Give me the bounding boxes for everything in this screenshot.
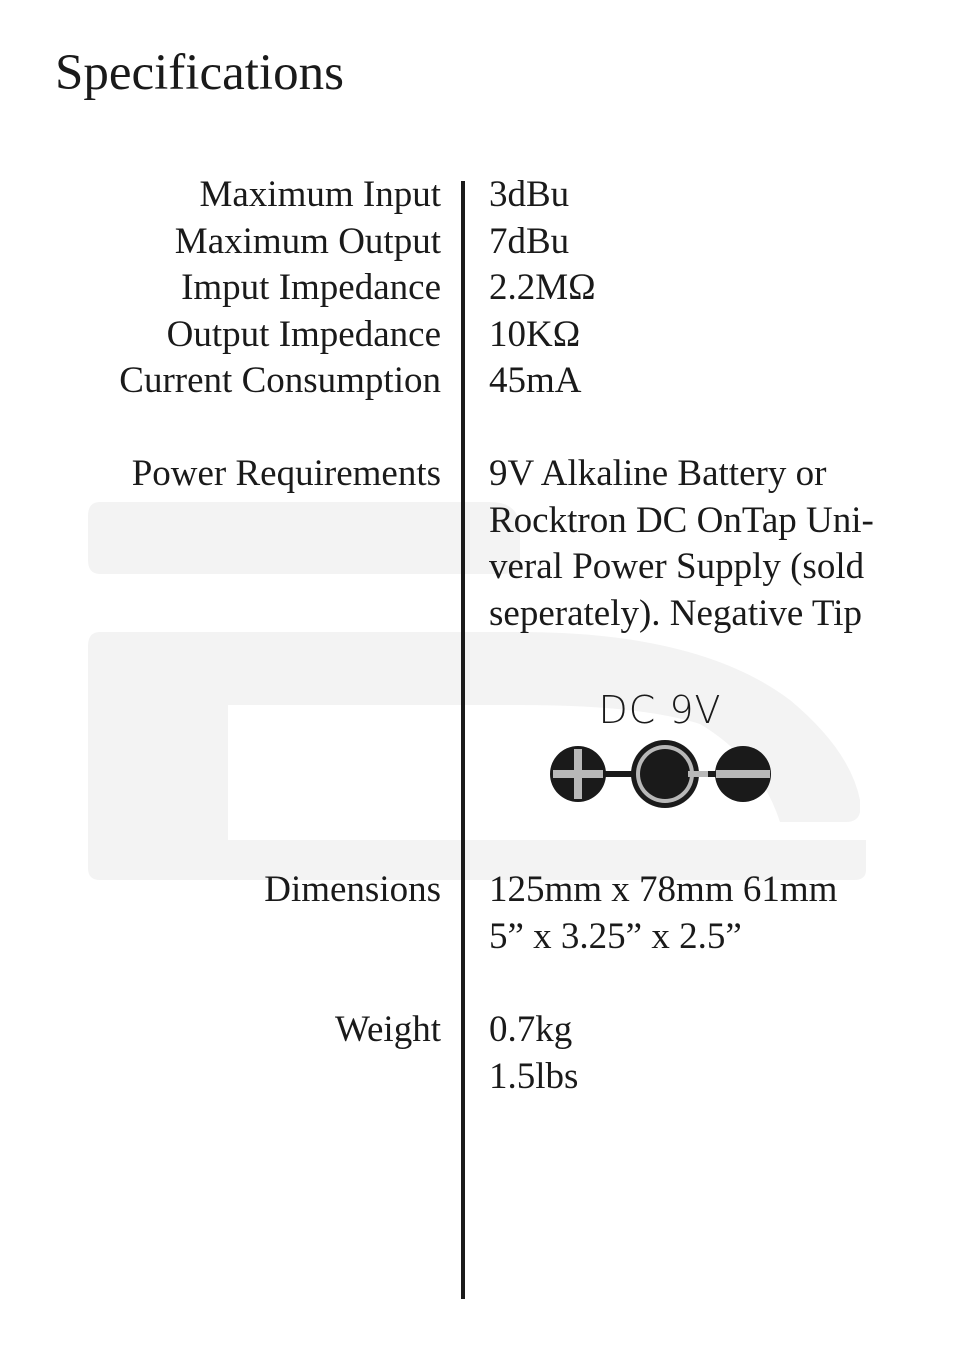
spec-value-line: 0.7kg — [489, 1009, 573, 1050]
spec-label: Output Impedance — [166, 313, 441, 355]
spec-value-line: 2.2MΩ — [489, 267, 596, 308]
spec-value-line: Rocktron DC OnTap Uni- — [489, 499, 874, 541]
spec-value-line: 9V Alkaline Battery or — [489, 453, 827, 494]
column-divider — [461, 181, 465, 1299]
dc-polarity-diagram — [540, 688, 780, 813]
plus-terminal-icon — [550, 746, 606, 802]
spec-label: Current Consumption — [119, 360, 441, 401]
spec-label: Maximum Input — [199, 174, 441, 215]
spec-value — [489, 265, 596, 312]
spec-value-line: seperately). Negative Tip — [489, 592, 862, 634]
spec-value-line: 1.5lbs — [489, 1055, 579, 1097]
spec-label: Dimensions — [264, 869, 441, 910]
dc-label: DC 9V — [598, 688, 722, 732]
spec-value — [489, 358, 582, 405]
spec-label: Weight — [335, 1009, 441, 1050]
spec-value — [489, 867, 837, 960]
spec-value — [489, 1007, 578, 1100]
spec-label: Maximum Output — [174, 220, 441, 262]
spec-value — [489, 172, 569, 219]
spec-value-line: 10KΩ — [489, 313, 581, 355]
spec-value-line: 3dBu — [489, 174, 570, 215]
spec-value-line: 45mA — [489, 360, 582, 401]
spec-value — [489, 312, 580, 359]
spec-label: Power Requirements — [131, 453, 441, 494]
spec-value — [489, 219, 569, 266]
spec-value-line: 125mm x 78mm 61mm — [489, 869, 838, 910]
spec-value-line: 7dBu — [489, 220, 570, 262]
spec-label: Imput Impedance — [181, 267, 441, 308]
page-title: Specifications — [55, 45, 344, 101]
polarity-symbol — [540, 738, 780, 808]
spec-value — [489, 451, 874, 637]
minus-terminal-icon — [715, 746, 771, 802]
spec-value-line: veral Power Supply (sold — [489, 546, 865, 587]
jack-center-icon — [631, 740, 708, 808]
spec-value-line: 5” x 3.25” x 2.5” — [489, 915, 742, 957]
